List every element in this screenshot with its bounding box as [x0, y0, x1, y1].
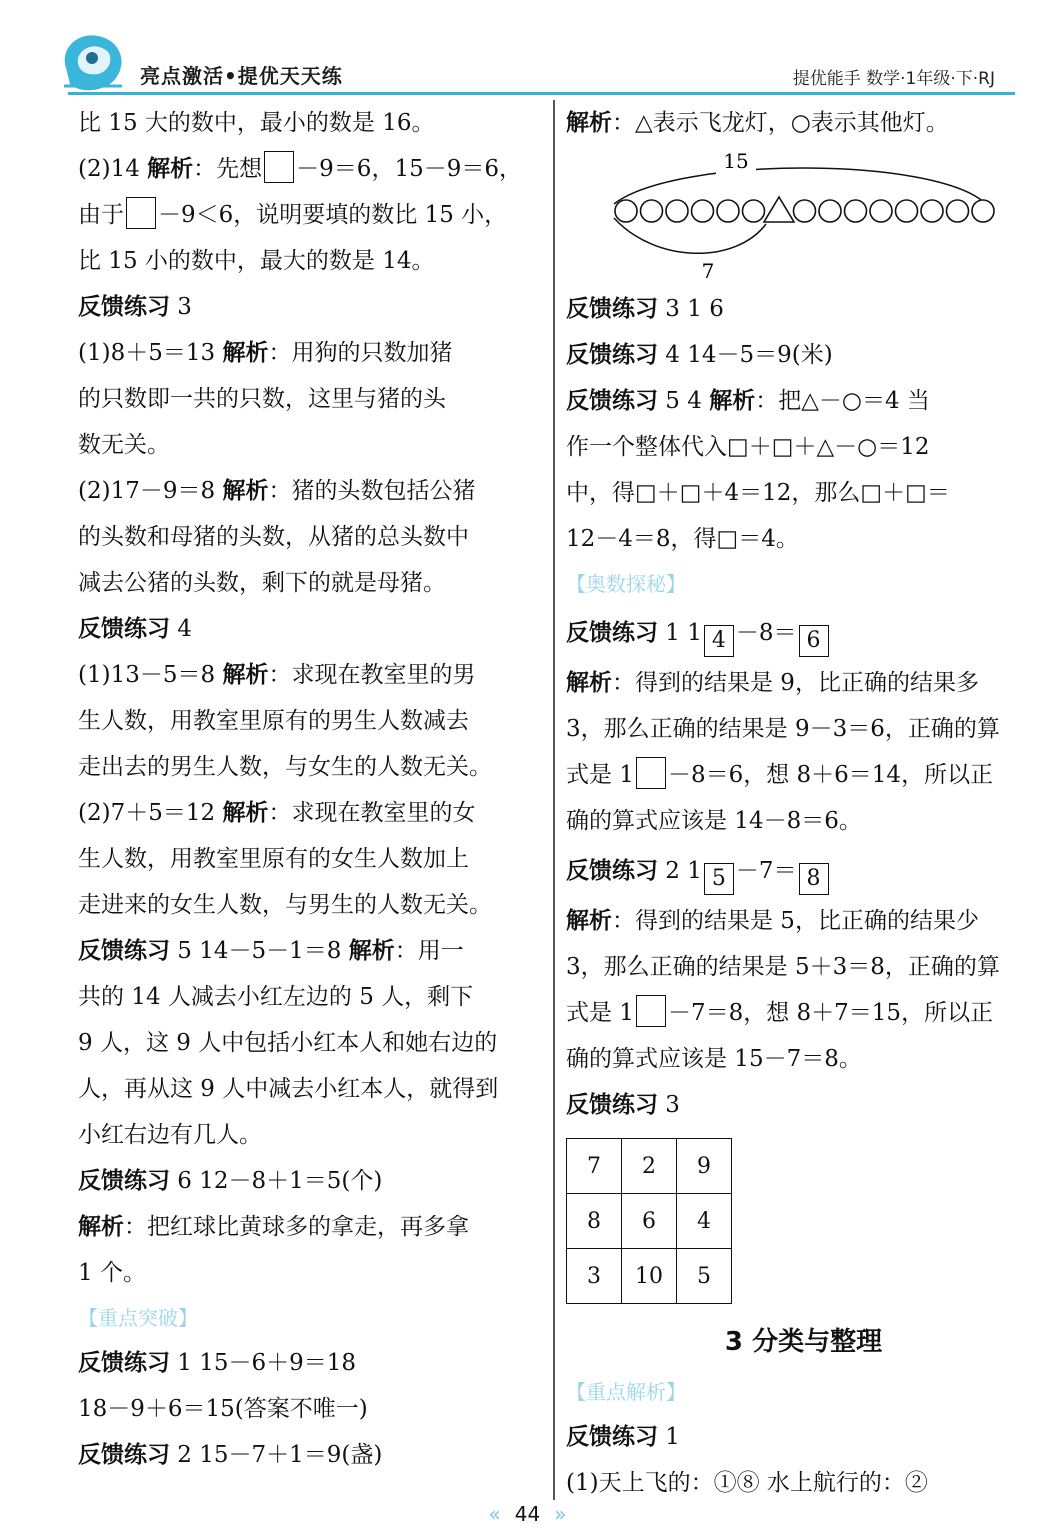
circle-lantern: [794, 200, 816, 222]
exercise-heading: 反馈练习 1: [566, 1424, 680, 1450]
text-line: 生人数，用教室里原有的男生人数减去: [78, 708, 469, 734]
text-line: 共的 14 人减去小红左边的 5 人，剩下: [78, 984, 474, 1010]
circle-lantern: [819, 200, 841, 222]
answer-box: 4: [704, 625, 734, 657]
text-line: 18－9＋6＝15(答案不唯一): [78, 1396, 368, 1422]
exercise-heading: 反馈练习 6 12－8＋1＝5(个): [78, 1168, 383, 1194]
exercise-heading: 反馈练习 4 14－5＝9(米): [566, 342, 833, 368]
grid-cell: 3: [567, 1249, 622, 1304]
circle-lantern: [921, 200, 943, 222]
brand-title: 亮点激活•提优天天练: [140, 64, 343, 88]
section-tag: 【奥数探秘】: [566, 572, 686, 596]
text-line: (1)13－5＝8 解析：求现在教室里的男: [78, 662, 476, 688]
text-line: 中，得□＋□＋4＝12，那么□＋□＝: [566, 480, 950, 506]
circle-lantern: [666, 200, 688, 222]
lantern-diagram: [566, 146, 1041, 286]
exercise-heading: 反馈练习 1 1 4 －8＝ 6: [566, 606, 1041, 660]
text-line: 走出去的男生人数，与女生的人数无关。: [78, 754, 492, 780]
grid-cell: 9: [677, 1139, 732, 1194]
right-column: [566, 100, 1041, 1506]
blank-box: [636, 995, 666, 1027]
text-line: (1)8＋5＝13 解析：用狗的只数加猪: [78, 340, 453, 366]
brace-bottom: [614, 218, 766, 253]
text-line: 3，那么正确的结果是 5＋3＝8，正确的算: [566, 954, 1000, 980]
text-line: 小红右边有几人。: [78, 1122, 262, 1148]
circle-lantern: [845, 200, 867, 222]
exercise-heading: 反馈练习 1 15－6＋9＝18: [78, 1350, 357, 1376]
text-line: 式是 1 －8＝6，想 8＋6＝14，所以正: [566, 752, 1041, 798]
magic-square: [566, 1138, 732, 1304]
text-line: 的头数和母猪的头数，从猪的总头数中: [78, 524, 469, 550]
grid-cell: 8: [567, 1194, 622, 1249]
section-tag: 【重点突破】: [78, 1306, 198, 1330]
answer-box: 8: [799, 863, 829, 895]
grid-cell: 6: [622, 1194, 677, 1249]
circle-lantern: [743, 200, 765, 222]
text-line: 比 15 小的数中，最大的数是 14。: [78, 248, 435, 274]
header-rule: [68, 92, 1015, 95]
circle-lantern: [692, 200, 714, 222]
lantern-row: [615, 197, 994, 222]
circle-lantern: [870, 200, 892, 222]
circle-lantern: [896, 200, 918, 222]
text-line: 由于 －9＜6，说明要填的数比 15 小，: [78, 192, 548, 238]
section-title: 3 分类与整理: [724, 1327, 883, 1357]
text-line: (2)7＋5＝12 解析：求现在教室里的女: [78, 800, 476, 826]
page-header: [0, 0, 1055, 100]
grid-cell: 4: [677, 1194, 732, 1249]
circle-lantern: [641, 200, 663, 222]
text-line: 式是 1 －7＝8，想 8＋7＝15，所以正: [566, 990, 1041, 1036]
circle-lantern: [947, 200, 969, 222]
exercise-heading: 反馈练习 4: [78, 616, 192, 642]
text-line: 走进来的女生人数，与男生的人数无关。: [78, 892, 492, 918]
exercise-heading: 反馈练习 5 14－5－1＝8 解析：用一: [78, 938, 464, 964]
exercise-heading: 反馈练习 3 1 6: [566, 296, 724, 322]
text-line: 减去公猪的头数，剩下的就是母猪。: [78, 570, 446, 596]
blank-box: [264, 151, 294, 183]
text-line: 数无关。: [78, 432, 170, 458]
grid-cell: 7: [567, 1139, 622, 1194]
text-line: 解析：把红球比黄球多的拿走，再多拿: [78, 1214, 469, 1240]
answer-box: 5: [704, 863, 734, 895]
label-15: 15: [723, 149, 749, 173]
grid-cell: 2: [622, 1139, 677, 1194]
text-line: 解析：得到的结果是 5，比正确的结果少: [566, 908, 979, 934]
text-line: 人，再从这 9 人中减去小红本人，就得到: [78, 1076, 499, 1102]
grid-cell: 5: [677, 1249, 732, 1304]
exercise-heading: 反馈练习 2 15－7＋1＝9(盏): [78, 1442, 383, 1468]
exercise-heading: 反馈练习 2 1 5 －7＝ 8: [566, 844, 1041, 898]
brace-top: [614, 168, 986, 204]
book-info: 提优能手 数学·1年级·下·RJ: [792, 69, 995, 89]
label-7: 7: [701, 259, 715, 283]
text-line: 9 人，这 9 人中包括小红本人和她右边的: [78, 1030, 498, 1056]
text-line: 解析：△表示飞龙灯，○表示其他灯。: [566, 110, 949, 136]
text-line: 比 15 大的数中，最小的数是 16。: [78, 110, 435, 136]
answer-box: 6: [799, 625, 829, 657]
text-line: 1 个。: [78, 1260, 146, 1286]
text-line: 作一个整体代入□＋□＋△－○＝12: [566, 434, 930, 460]
text-line: 3，那么正确的结果是 9－3＝6，正确的算: [566, 716, 1000, 742]
grid-cell: 10: [622, 1249, 677, 1304]
text-line: 的只数即一共的只数，这里与猪的头: [78, 386, 446, 412]
exercise-heading: 反馈练习 3: [566, 1092, 680, 1118]
text-line: (2)14 解析：先想 －9＝6，15－9＝6，: [78, 146, 548, 192]
text-line: 生人数，用教室里原有的女生人数加上: [78, 846, 469, 872]
exercise-heading: 反馈练习 3: [78, 294, 192, 320]
text-line: 确的算式应该是 15－7＝8。: [566, 1046, 862, 1072]
circle-lantern: [615, 200, 637, 222]
chevron-left-icon: «: [488, 1502, 501, 1526]
blank-box: [126, 197, 156, 229]
exercise-heading: 反馈练习 5 4 解析：把△－○＝4 当: [566, 388, 930, 414]
page-number: « 44 »: [488, 1502, 567, 1526]
circle-lantern: [972, 200, 994, 222]
text-line: (2)17－9＝8 解析：猪的头数包括公猪: [78, 478, 476, 504]
text-line: 12－4＝8，得□＝4。: [566, 526, 799, 552]
text-line: (1)天上飞的：①⑧ 水上航行的：②: [566, 1470, 928, 1496]
chevron-right-icon: »: [554, 1502, 567, 1526]
circle-lantern: [717, 200, 739, 222]
logo-icon: [58, 28, 128, 96]
text-line: 确的算式应该是 14－8＝6。: [566, 808, 862, 834]
blank-box: [636, 757, 666, 789]
section-tag: 【重点解析】: [566, 1380, 686, 1404]
column-divider: [553, 100, 555, 1500]
triangle-lantern: [764, 197, 794, 222]
left-column: [78, 100, 548, 1478]
text-line: 解析：得到的结果是 9，比正确的结果多: [566, 670, 979, 696]
